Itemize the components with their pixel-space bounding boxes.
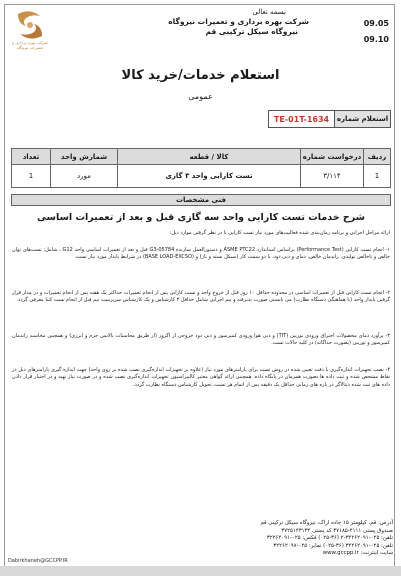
company-name: شرکت بهره برداری و تعمیرات نیروگاه bbox=[168, 17, 309, 26]
date-top: 09.05 bbox=[363, 19, 389, 28]
col-header-request: درخواست شماره bbox=[301, 149, 364, 165]
footer-phone-2: تلفن: ۰۲۵-۳۲۲۶۲۰۹۱ (۳۶-۰۲۵) نمابر: ۰۲۵-۳۲۲۶۲۰۹۷ bbox=[273, 542, 393, 549]
table-row bbox=[12, 165, 391, 188]
inquiry-label: استعلام شماره bbox=[334, 111, 390, 127]
footer bbox=[8, 520, 393, 564]
footer-email: Dabirkhaneh@GCCPP.IR bbox=[8, 558, 68, 564]
spec-item-1: ۱- انجام تست کارایی (Performance Test) براساس استاندارد ASME PTC22 و دستورالعمل سازنده G3-05784 قبل و بعد از تعمیرات اساسی واحد G12 ، شامل: تست‌های توان خالص و ناخالص تولیدی، راندمان خالص، دمای و دبی دود، با دو سمت کار (سیکل بسته و باز) و (BASE LOAD-EXCSO) در شرایط پایدار مورد نیاز تست. bbox=[12, 247, 390, 261]
items-table bbox=[11, 148, 391, 188]
page-subtitle: عمومی bbox=[188, 92, 213, 101]
date-bottom: 09.10 bbox=[363, 35, 389, 44]
cell-row: 1 bbox=[364, 165, 391, 188]
specs-section-title: فنی مشخصات bbox=[11, 194, 391, 206]
company-logo bbox=[12, 8, 48, 42]
specs-intro: ارائه مراحل اجرایی و برنامه زمان‌بندی شده فعالیت‌های مورد نیاز تست کارایی با در نظر گرفتن موارد ذیل: bbox=[169, 230, 390, 236]
col-header-row: ردیف bbox=[364, 149, 391, 165]
footer-postal: صندوق پستی ۴۱۱۱-۳۷۱۸۵ کد پستی ۳۷۲۵۱۴۳۱۳۴ bbox=[281, 527, 393, 534]
footer-website: سایت اینترنت: www.gccpp.ir bbox=[322, 550, 393, 556]
cell-qty: 1 bbox=[12, 165, 51, 188]
footer-phone-1: تلفن: ۰۲۵-۳۲۲۶۲۰۹۱-۲ (۳۶-۰۲۵) فکس: ۰۲۵-۳۲۲۶۲۰۹۱ bbox=[266, 535, 393, 541]
spec-item-3: ۳- برآورد دمای محصولات احتراق ورودی توربین (TIT) و دبی هوا ورودی کمپرسور و دبی دود خروجی از اگزوز (از طریق محاسبات بالانس جرم و انرژی) و همچنین محاسبه راندمان کمپرسور و توربین (بصورت جداگانه) در کلیه حالات تست. bbox=[12, 333, 390, 347]
page-title: استعلام خدمات/خرید کالا bbox=[121, 68, 280, 83]
bismillah-text: بسمه تعالی bbox=[252, 8, 286, 16]
col-header-unit: شمارش واحد bbox=[51, 149, 118, 165]
specs-heading: شرح خدمات تست کارایی واحد سه گازی قبل و بعد از تعمیرات اساسی bbox=[37, 212, 365, 223]
spec-item-4: ۴- نصب تجهیزات اندازه‌گیری با دقت تعیین شده در روش تست برای پارامترهای مورد نیاز (علاوه بر تجهیزات اندازه‌گیری نصب شده بر روی واحد) جهت اندازه گیری پارامترهای ذیل در نقاط مشخص شده و ثبت داده ها بصورت همزمان در پایگاه داده. همچنین ارائه گواهی معتبر کالیبراسیون تجهیزات اندازه‌گیری نصب شده و در صورت نیاز تهیه و در اختیار قرار دادن داده های ثبت شده دیتالاگر در بازه های زمانی حداقل یک دقیقه پس از اتمام هر تست، تحویل کارشناس دستگاه نظارت گردد. bbox=[12, 367, 390, 388]
footer-address: آدرس: قم، کیلومتر ۱۵ جاده اراک، نیروگاه سیکل ترکیبی قم bbox=[260, 520, 393, 526]
plant-name: نیروگاه سیکل ترکیبی قم bbox=[205, 27, 298, 36]
col-header-qty: تعداد bbox=[12, 149, 51, 165]
inquiry-number-box bbox=[268, 110, 391, 128]
cell-item: تست کارایی واحد ۳ گازی bbox=[118, 165, 301, 188]
cell-request-no: ۳/۱۱۴ bbox=[301, 165, 364, 188]
logo-caption: شرکت بهره برداری و تعمیرات نیروگاه bbox=[12, 40, 48, 50]
cell-unit: مورد bbox=[51, 165, 118, 188]
bottom-bar bbox=[0, 566, 401, 576]
inquiry-number: TE-01T-1634 bbox=[273, 114, 330, 124]
spec-item-2: ۲- انجام تست کارایی قبل از تعمیرات اساسی در محدوده حداقل ۱۰ روز قبل از خروج واحد و تست کارایی پس از انجام تعمیرات حداکثر یک هفته پس از انجام تعمیرات و در مدار قرار گرفتن پایدار واحد (با هماهنگی دستگاه نظارت) می بایستی صورت پذیرفته و تیم اجرایی شامل حداقل ۳ کارشناس و یک کارشناس سرپرست تیم قبل از انجام تست کتبا معرفی گردد. bbox=[12, 290, 390, 304]
page-border bbox=[4, 4, 395, 570]
col-header-item: کالا / قطعه bbox=[118, 149, 301, 165]
